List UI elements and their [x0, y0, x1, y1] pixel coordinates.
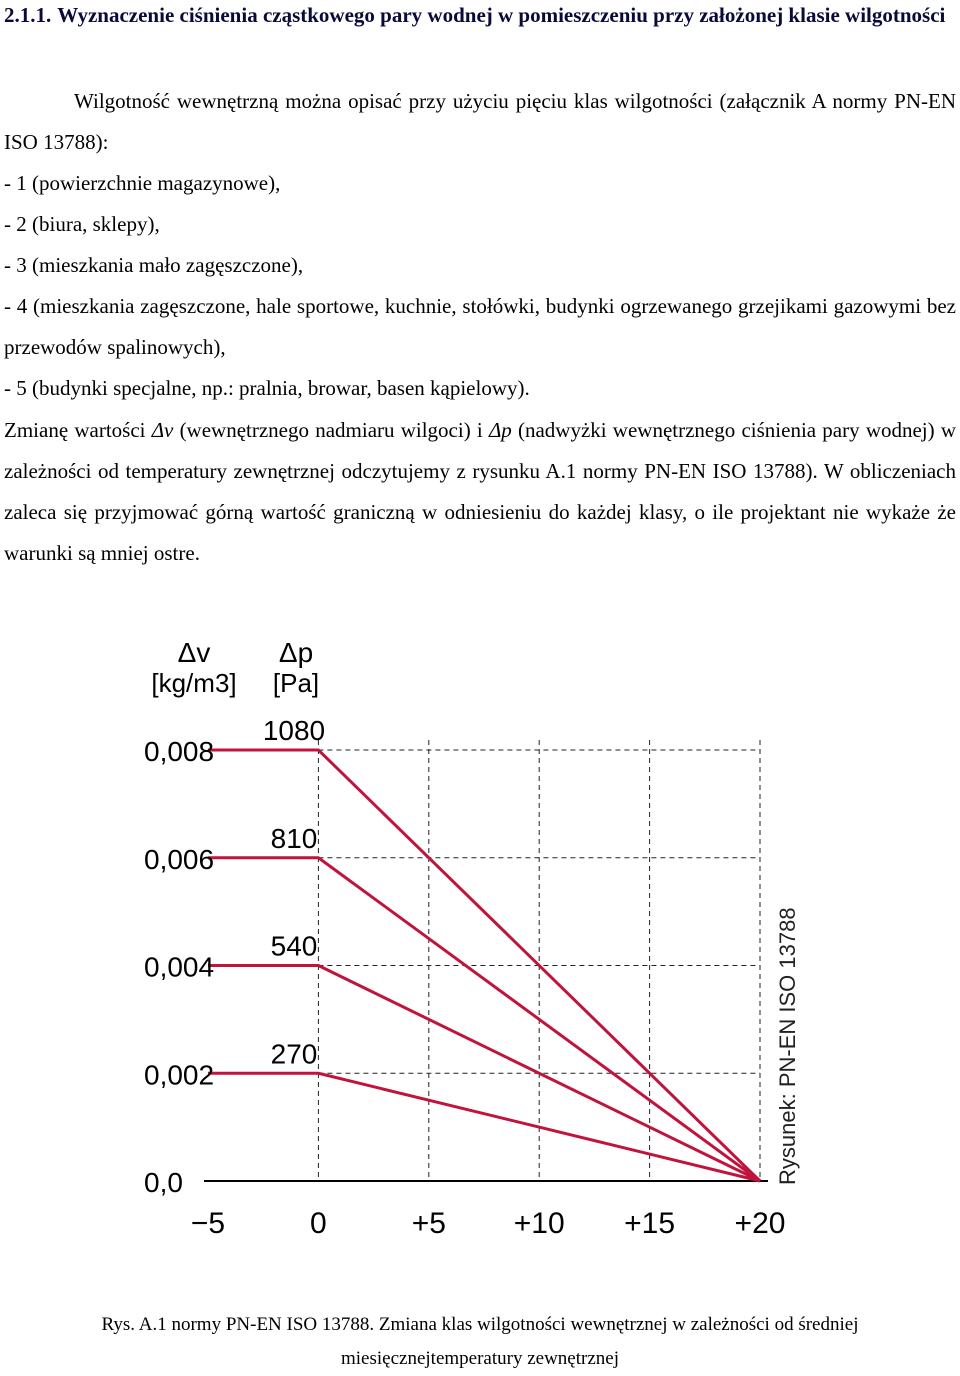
y-tick-label-v: 0,004 — [144, 951, 215, 983]
list-item: - 3 (mieszkania mało zagęszczone), — [4, 253, 304, 277]
caption-line-1: Rys. A.1 normy PN-EN ISO 13788. Zmiana klas wilgotności wewnętrznej w zależności od średniej — [101, 1314, 859, 1335]
x-tick-label: −5 — [190, 1207, 226, 1240]
y-axis-v-symbol: Δv — [177, 637, 211, 668]
intro-paragraph: Wilgotność wewnętrzną można opisać przy użyciu pięciu klas wilgotności (załącznik A normy PN-EN ISO 13788): — [4, 89, 956, 154]
section-title: Wyznaczenie ciśnienia cząstkowego pary wodnej w pomieszczeniu przy założonej klasie wilgotności — [57, 3, 946, 27]
y-tick-label-v: 0,002 — [144, 1059, 215, 1091]
y-tick-label-v: 0,0 — [144, 1167, 183, 1198]
section-heading — [4, 2, 956, 29]
y-axis-p-symbol: Δp — [278, 637, 314, 668]
y-tick-label-p: 270 — [270, 1038, 318, 1070]
desc-text-3: (nadwyżki wewnętrznego ciśnienia pary wodnej) w zależności od temperatury zewnętrznej odczytujemy z rysunku A.1 normy PN-EN ISO 13788). W obliczeniach zaleca się przyjmować górną wartość graniczną w odniesieniu do każdej klasy, o ile projektant nie wykaże że warunki są mniej ostre. — [4, 418, 956, 565]
list-item: - 1 (powierzchnie magazynowe), — [4, 171, 281, 195]
y-tick-label-p: 1080 — [262, 715, 326, 746]
series-line-4 — [208, 1073, 760, 1181]
chart-labels — [144, 637, 800, 1240]
list-item: - 2 (biura, sklepy), — [4, 212, 160, 236]
section-number: 2.1.1. — [4, 3, 52, 27]
x-tick-label: +20 — [734, 1207, 786, 1240]
figure-caption — [0, 1308, 960, 1376]
description-paragraph — [4, 410, 956, 574]
desc-text-2: (wewnętrznego nadmiaru wilgoci) i — [173, 418, 489, 442]
humidity-class-chart — [140, 628, 820, 1268]
caption-line-2: miesięcznejtemperatury zewnętrznej — [341, 1348, 619, 1369]
x-tick-label: +10 — [513, 1207, 565, 1240]
list-item: - 5 (budynki specjalne, np.: pralnia, browar, basen kąpielowy). — [4, 376, 530, 400]
x-tick-label: 0 — [310, 1207, 327, 1240]
y-tick-label-p: 810 — [270, 822, 318, 854]
figure-source-note: Rysunek: PN-EN ISO 13788 — [775, 907, 800, 1185]
humidity-class-list — [4, 163, 956, 409]
y-axis-v-unit: [kg/m3] — [151, 668, 237, 698]
symbol-delta-p: Δp — [488, 418, 512, 442]
x-tick-label: +5 — [411, 1207, 446, 1240]
y-axis-p-unit: [Pa] — [272, 668, 320, 698]
y-tick-label-p: 540 — [270, 930, 318, 962]
series-line-2 — [208, 858, 760, 1181]
y-tick-label-v: 0,006 — [144, 843, 215, 875]
symbol-delta-v: Δv — [151, 418, 174, 442]
list-item: - 4 (mieszkania zagęszczone, hale sportowe, kuchnie, stołówki, budynki ogrzewanego grzejikami gazowymi bez przewodów spalinowych), — [4, 294, 956, 359]
x-tick-label: +15 — [624, 1207, 676, 1240]
y-tick-label-v: 0,008 — [144, 736, 215, 767]
desc-text-1: Zmianę wartości — [4, 418, 152, 442]
